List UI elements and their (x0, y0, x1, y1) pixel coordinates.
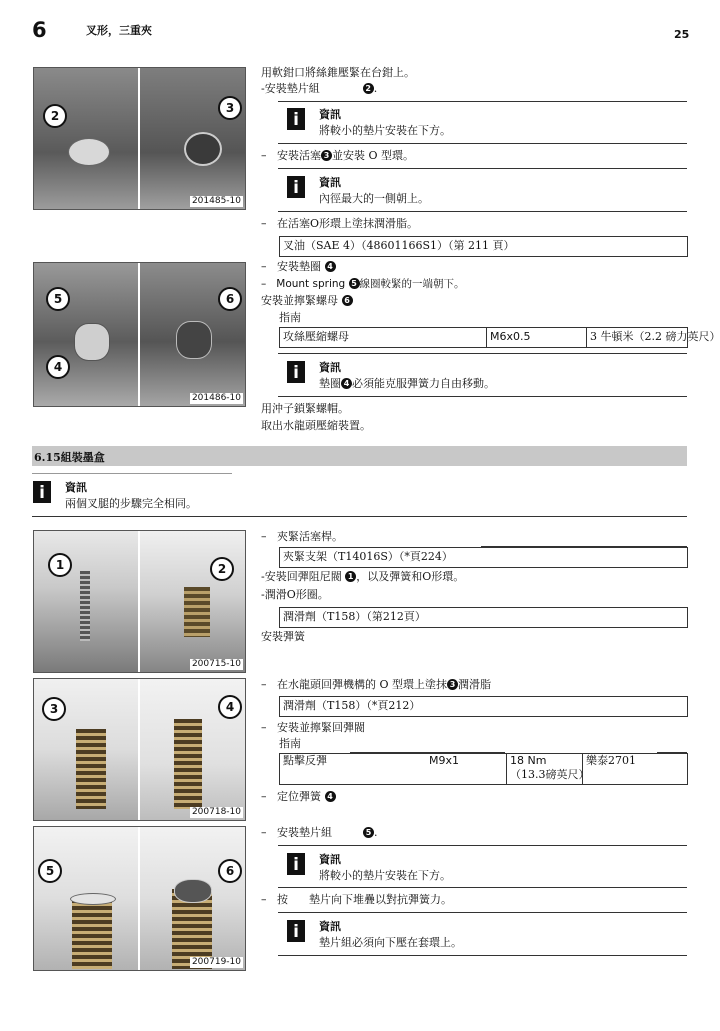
spring-stack-part (72, 899, 112, 969)
text-clamp-tap: 用軟鉗口將絲錐壓緊在台鉗上。 (261, 66, 415, 79)
callout-2: 2 (210, 557, 234, 581)
tool-spec (279, 547, 688, 568)
info-icon: i (287, 920, 305, 942)
text-remove-tool: 取出水龍頭壓縮裝置。 (261, 419, 371, 432)
torque-value-cell (506, 754, 590, 784)
step-tighten-valve (261, 721, 365, 735)
info-note-5 (287, 918, 667, 952)
ref-number: 4 (325, 261, 336, 272)
punct: . (373, 82, 378, 95)
shim-stack-part (174, 879, 212, 903)
step-text: 在水龍頭回彈機構的 O 型環上塗抹 (277, 678, 448, 691)
callout-2: 2 (43, 104, 67, 128)
section-info-note (33, 479, 413, 513)
step-install-shims (261, 82, 377, 96)
step-text: ，以及彈簧和O形環。 (356, 570, 465, 583)
chapter-title: 叉形，三重夾 (86, 24, 152, 37)
dash: – (261, 790, 267, 803)
step-text: 按 (277, 893, 288, 906)
info-text: 兩個叉腿的步驟完全相同。 (65, 497, 197, 510)
step-text: 安裝並擰緊回彈閥 (277, 721, 365, 734)
info-title: 資訊 (319, 176, 341, 189)
torque-value: 3 牛頓米（2.2 磅力英尺） (586, 328, 687, 347)
dash: – (261, 217, 267, 230)
callout-3: 3 (42, 697, 66, 721)
chapter-number: 6 (32, 18, 47, 42)
step-text: 安裝活塞 (277, 149, 321, 162)
threadlocker: 樂泰2701 (582, 754, 687, 784)
step-install-shims-2 (261, 826, 378, 840)
section-title: 6.15組裝墨盒 (34, 451, 105, 464)
info-note-1 (287, 106, 667, 140)
info-text: 內徑最大的一側朝上。 (319, 192, 429, 205)
piston-part (184, 132, 222, 166)
info-note-4 (287, 851, 667, 885)
spec-text: 潤滑劑（T158）（*頁212） (283, 699, 421, 712)
callout-6: 6 (218, 859, 242, 883)
info-text (319, 375, 495, 391)
spec-text: 叉油（SAE 4）（48601166S1）（第 211 頁） (283, 239, 515, 252)
ref-number: 5 (363, 827, 374, 838)
torque-thread: M9x1 (429, 754, 459, 767)
spring-stack-part (76, 729, 106, 809)
info-title: 資訊 (65, 481, 87, 494)
step-text: 並安裝 O 型環。 (332, 149, 415, 162)
step-press-shims (261, 893, 452, 907)
step-install-valve (261, 570, 464, 584)
shim-part (70, 893, 116, 905)
text-lock-nut: 用沖子鎖緊螺帽。 (261, 402, 349, 415)
torque-value-imperial: （13.3磅英尺） (510, 768, 590, 781)
info-icon: i (287, 108, 305, 130)
nut-part (176, 321, 212, 359)
step-text: 墊片向下堆疊以對抗彈簧力。 (309, 893, 452, 906)
info-text-part: 必須能克服彈簧力自由移動。 (352, 377, 495, 390)
step-text: 安裝並擰緊螺母 (261, 294, 338, 307)
shim-part (68, 138, 110, 166)
callout-1: 1 (48, 553, 72, 577)
info-note-3 (287, 359, 667, 393)
photo-200718 (33, 678, 246, 821)
info-text: 將較小的墊片安裝在下方。 (319, 124, 451, 137)
step-text: 夾緊活塞桿。 (277, 530, 343, 543)
dash: – (261, 260, 267, 273)
step-text: -安裝回彈阻尼閥 (261, 570, 342, 583)
photo-200719 (33, 826, 246, 971)
photo-code: 200719-10 (191, 957, 241, 967)
callout-6: 6 (218, 287, 242, 311)
callout-4: 4 (218, 695, 242, 719)
guide-label: 指南 (279, 311, 301, 324)
info-text: 將較小的墊片安裝在下方。 (319, 869, 451, 882)
lubricant-spec-2 (279, 696, 688, 717)
ref-number: 2 (363, 83, 374, 94)
step-text: 定位彈簧 (277, 790, 321, 803)
step-grease-piston (261, 217, 418, 231)
dash: – (261, 826, 267, 839)
step-position-spring (261, 790, 336, 804)
callout-3: 3 (218, 96, 242, 120)
info-icon: i (287, 361, 305, 383)
dash: – (261, 149, 267, 162)
ref-number: 4 (341, 378, 352, 389)
dash: – (261, 893, 267, 906)
info-title: 資訊 (319, 853, 341, 866)
torque-value: 18 Nm (510, 754, 547, 767)
info-note-2 (287, 174, 667, 208)
photo-code: 201485-10 (191, 196, 241, 206)
torque-name: 攻絲壓縮螺母 (283, 330, 349, 343)
photo-201486 (33, 262, 246, 407)
info-title: 資訊 (319, 920, 341, 933)
ref-number: 4 (325, 791, 336, 802)
step-install-nut (261, 294, 353, 308)
spring-part (184, 587, 210, 637)
info-icon: i (287, 176, 305, 198)
guide-label: 指南 (279, 737, 301, 750)
ref-number: 3 (447, 679, 458, 690)
positioned-spring-part (174, 719, 202, 809)
callout-5: 5 (38, 859, 62, 883)
dash: – (261, 721, 267, 734)
lubricant-spec (279, 607, 688, 628)
dash: – (261, 278, 267, 290)
washer-part (74, 323, 110, 361)
step-text: Mount spring (276, 278, 346, 290)
torque-thread: M6x0.5 (486, 328, 586, 347)
spec-text: 潤滑劑（T158）（第212頁） (283, 610, 426, 623)
torque-spec-table-2 (279, 753, 688, 785)
step-grease-oring (261, 678, 491, 692)
torque-name: 點擊反彈 (283, 754, 327, 767)
torque-spec-table (279, 327, 720, 348)
step-lube-oring: -潤滑O形圈。 (261, 588, 329, 601)
step-text: 安裝墊片組 (277, 826, 332, 839)
step-install-washer (261, 260, 336, 274)
ref-number: 6 (342, 295, 353, 306)
dash: – (261, 530, 267, 543)
fork-oil-spec (279, 236, 688, 257)
step-install-piston (261, 149, 414, 163)
photo-code: 200715-10 (191, 659, 241, 669)
ref-number: 5 (349, 278, 360, 289)
photo-201485 (33, 67, 246, 210)
info-title: 資訊 (319, 108, 341, 121)
page-number: 25 (674, 28, 690, 41)
step-text: -安裝墊片組 (261, 82, 320, 95)
step-clamp-rod (261, 530, 343, 544)
punct: . (374, 826, 378, 839)
ref-number: 1 (345, 571, 356, 582)
step-text: 潤滑脂 (458, 678, 492, 691)
step-install-spring: 安裝彈簧 (261, 630, 305, 643)
step-mount-spring (261, 277, 465, 291)
valve-spring-part (80, 571, 90, 641)
info-text-part: 墊圈 (319, 377, 341, 390)
info-icon: i (33, 481, 51, 503)
photo-200715 (33, 530, 246, 673)
callout-4: 4 (46, 355, 70, 379)
info-text: 墊片組必須向下壓在套環上。 (319, 936, 462, 949)
step-text: 在活塞O形環上塗抹潤滑脂。 (277, 217, 419, 230)
photo-code: 200718-10 (191, 807, 241, 817)
step-text: 安裝墊圈 (277, 260, 321, 273)
spec-text: 夾緊支架（T14016S）（*頁224） (283, 550, 453, 563)
section-header (32, 446, 687, 466)
step-text: 線圈較緊的一端朝下。 (359, 278, 465, 290)
photo-code: 201486-10 (191, 393, 241, 403)
info-icon: i (287, 853, 305, 875)
callout-5: 5 (46, 287, 70, 311)
ref-number: 3 (321, 150, 332, 161)
dash: – (261, 678, 267, 691)
info-title: 資訊 (319, 361, 341, 374)
